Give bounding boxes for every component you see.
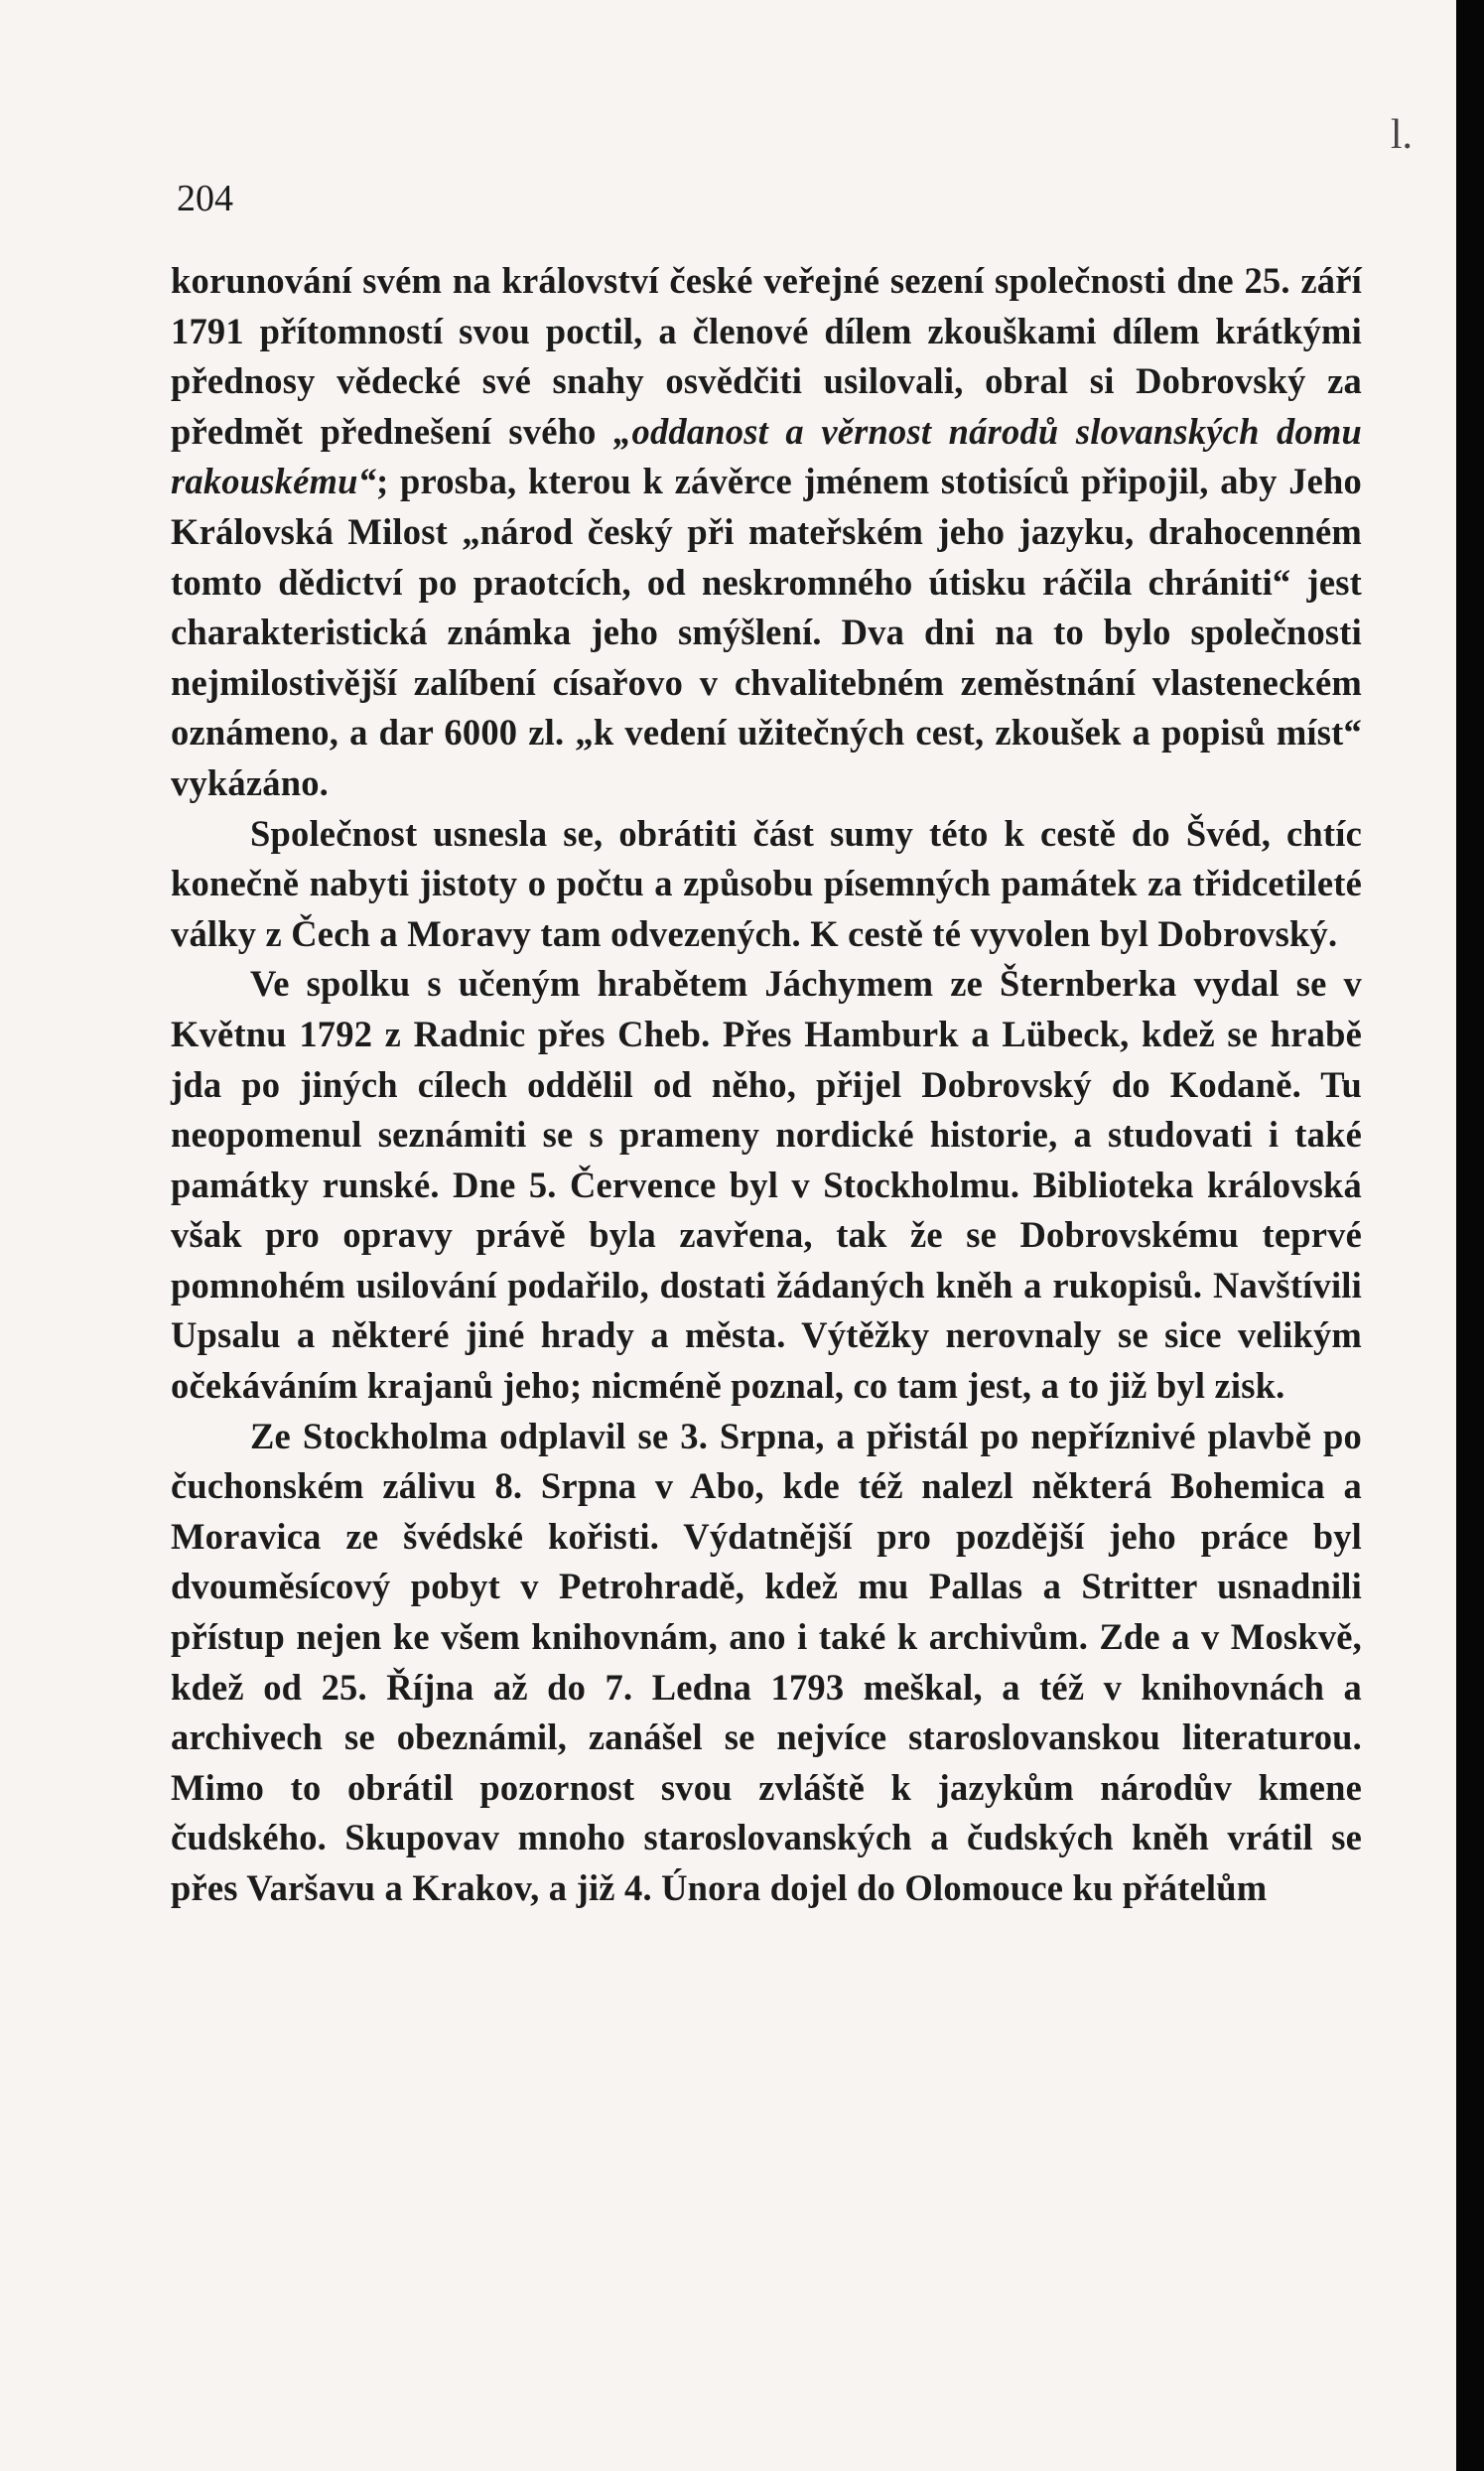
paragraph-4: Ze Stockholma odplavil se 3. Srpna, a přistál po nepříznivé plavbě po čuchonském zálivu 8. Srpna v Abo, kde též nalezl některá Bohemica a Moravica ze švédské kořisti. Výdatnější pro pozdější jeho práce byl dvouměsícový pobyt v Petrohradě, kdež mu Pallas a Stritter usnadnili přístup nejen ke všem knihovnám, ano i také k archivům. Zde a v Moskvě, kdež od 25. Října až do 7. Ledna 1793 meškal, a též v knihovnách a archivech se obeznámil, zanášel se nejvíce staroslovanskou literaturou. Mimo to obrátil pozornost svou zvláště k jazykům národův kmene čudského. Skupovav mnoho staroslovanských a čudských kněh vrátil se přes Varšavu a Krakov, a již 4. Února dojel do Olomouce ku přátelům [171,1415,1362,1908]
paragraph-3: Ve spolku s učeným hrabětem Jáchymem ze Šternberka vydal se v Květnu 1792 z Radnic přes Cheb. Přes Hamburk a Lübeck, kdež se hrabě jda po jiných cílech oddělil od něho, přijel Dobrovský do Kodaně. Tu neopomenul seznámiti se s prameny nordické historie, a studovati i také památky runské. Dne 5. Července byl v Stockholmu. Biblioteka královská však pro opravy právě byla zavřena, tak že se Dobrovskému teprvé pomnohém usilování podařilo, dostati žádaných kněh a rukopisů. Navštívili Upsalu a některé jiné hrady a města. Výtěžky nerovnaly se sice velikým očekáváním krajanů jeho; nicméně poznal, co tam jest, a to již byl zisk. [171,963,1362,1407]
margin-mark: l. [1390,112,1413,158]
paragraph-1 [171,256,1362,809]
paragraph-1-italic: „oddanost a věrnost národů slovanských domu rakouskému“ [171,410,1362,502]
paragraph-1-text-a: korunování svém na království české veřejné sezení společnosti dne 25. září 1791 přítomností svou poctil, a členové dílem zkouškami dílem krátkými přednosy vědecké své snahy osvědčiti usilovali, obral si Dobrovský za předmět přednešení svého [171,260,1362,452]
page-number: 204 [177,178,233,219]
paragraph-1-text-b: ; prosba, kterou k závěrce jménem stotisíců připojil, aby Jeho Královská Milost „národ český při mateřském jeho jazyku, drahocenném tomto dědictví po praotcích, od neskromného útisku ráčila chrániti“ jest charakteristická známka jeho smýšlení. Dva dni na to bylo společnosti nejmilostivější zalíbení císařovo v chvalitebném zeměstnání vlasteneckém oznámeno, a dar 6000 zl. „k vedení užitečných cest, zkoušek a popisů míst“ vykázáno. [171,461,1362,803]
paragraph-2: Společnost usnesla se, obrátiti část sumy této k cestě do Švéd, chtíc konečně nabyti jistoty o počtu a způsobu písemných památek za třidcetileté války z Čech a Moravy tam odvezených. K cestě té vyvolen byl Dobrovský. [171,812,1362,954]
scan-edge-bar [1456,0,1484,2471]
text-body [171,256,1362,1914]
